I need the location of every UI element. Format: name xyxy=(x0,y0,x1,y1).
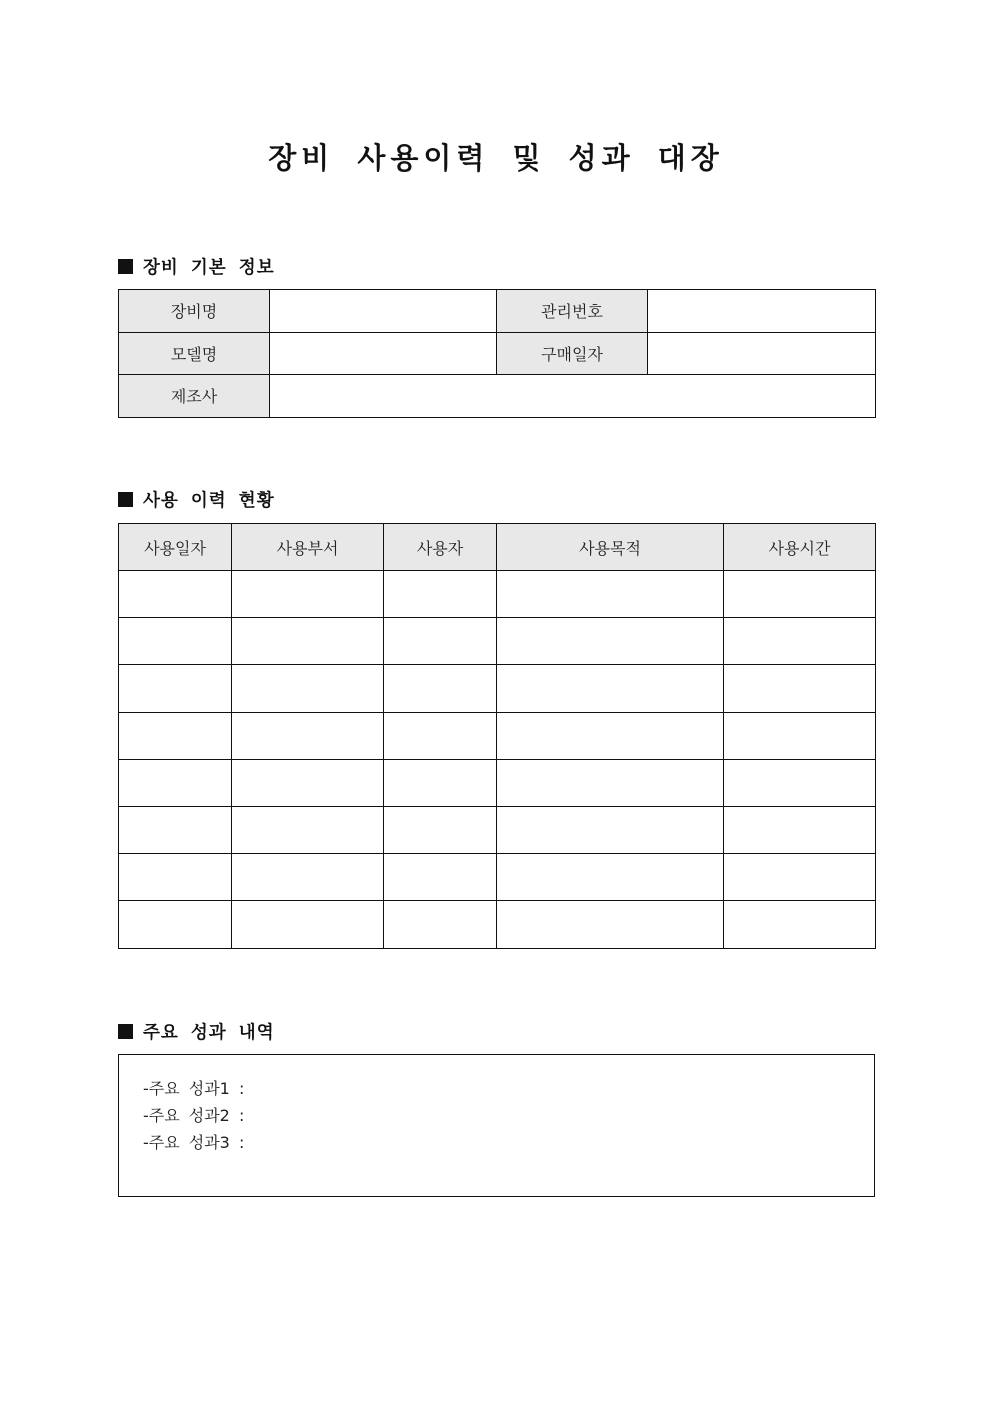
achievement-item-2: -주요 성과2 : xyxy=(143,1106,245,1125)
cell-purpose[interactable] xyxy=(497,901,724,948)
cell-usage-date[interactable] xyxy=(119,712,232,759)
cell-user[interactable] xyxy=(384,901,497,948)
section-heading-achievements xyxy=(118,1019,275,1044)
cell-usage-time[interactable] xyxy=(724,901,876,948)
section-heading-basic-info xyxy=(118,254,275,279)
cell-department[interactable] xyxy=(232,665,384,712)
table-row xyxy=(119,665,876,712)
manufacturer-field[interactable] xyxy=(270,375,876,418)
table-row xyxy=(119,806,876,853)
table-row xyxy=(119,332,876,375)
cell-user[interactable] xyxy=(384,854,497,901)
cell-user[interactable] xyxy=(384,806,497,853)
cell-purpose[interactable] xyxy=(497,806,724,853)
cell-usage-date[interactable] xyxy=(119,854,232,901)
cell-department[interactable] xyxy=(232,571,384,618)
cell-usage-date[interactable] xyxy=(119,759,232,806)
cell-usage-time[interactable] xyxy=(724,806,876,853)
achievement-item-3: -주요 성과3 : xyxy=(143,1133,245,1152)
cell-usage-date[interactable] xyxy=(119,618,232,665)
purchase-date-field[interactable] xyxy=(648,332,876,375)
table-row xyxy=(119,901,876,948)
cell-purpose[interactable] xyxy=(497,712,724,759)
column-header-purpose: 사용목적 xyxy=(497,524,724,571)
cell-user[interactable] xyxy=(384,618,497,665)
table-row xyxy=(119,571,876,618)
management-no-field[interactable] xyxy=(648,290,876,333)
column-header-department: 사용부서 xyxy=(232,524,384,571)
achievements-box[interactable] xyxy=(118,1054,875,1197)
column-header-user: 사용자 xyxy=(384,524,497,571)
cell-purpose[interactable] xyxy=(497,854,724,901)
table-row xyxy=(119,618,876,665)
manufacturer-label: 제조사 xyxy=(119,375,270,418)
cell-purpose[interactable] xyxy=(497,759,724,806)
management-no-label: 관리번호 xyxy=(497,290,648,333)
cell-user[interactable] xyxy=(384,759,497,806)
cell-usage-time[interactable] xyxy=(724,665,876,712)
cell-usage-date[interactable] xyxy=(119,571,232,618)
cell-usage-date[interactable] xyxy=(119,901,232,948)
achievement-item-1: -주요 성과1 : xyxy=(143,1079,245,1098)
cell-user[interactable] xyxy=(384,665,497,712)
equipment-name-field[interactable] xyxy=(270,290,497,333)
section-heading-label: 주요 성과 내역 xyxy=(143,1023,275,1043)
cell-usage-time[interactable] xyxy=(724,618,876,665)
cell-department[interactable] xyxy=(232,712,384,759)
cell-usage-time[interactable] xyxy=(724,854,876,901)
cell-usage-time[interactable] xyxy=(724,759,876,806)
square-bullet-icon xyxy=(118,259,133,274)
cell-usage-time[interactable] xyxy=(724,571,876,618)
cell-purpose[interactable] xyxy=(497,665,724,712)
cell-department[interactable] xyxy=(232,759,384,806)
basic-info-table xyxy=(118,289,876,418)
section-heading-usage-history xyxy=(118,487,275,512)
table-row xyxy=(119,712,876,759)
cell-user[interactable] xyxy=(384,571,497,618)
cell-usage-date[interactable] xyxy=(119,806,232,853)
model-name-label: 모델명 xyxy=(119,332,270,375)
section-heading-label: 장비 기본 정보 xyxy=(143,258,275,278)
equipment-name-label: 장비명 xyxy=(119,290,270,333)
square-bullet-icon xyxy=(118,492,133,507)
cell-purpose[interactable] xyxy=(497,571,724,618)
table-row xyxy=(119,290,876,333)
column-header-usage-time: 사용시간 xyxy=(724,524,876,571)
cell-purpose[interactable] xyxy=(497,618,724,665)
table-header-row xyxy=(119,524,876,571)
cell-usage-date[interactable] xyxy=(119,665,232,712)
section-heading-label: 사용 이력 현황 xyxy=(143,491,275,511)
cell-department[interactable] xyxy=(232,618,384,665)
purchase-date-label: 구매일자 xyxy=(497,332,648,375)
cell-department[interactable] xyxy=(232,806,384,853)
cell-department[interactable] xyxy=(232,901,384,948)
document-title: 장비 사용이력 및 성과 대장 xyxy=(268,141,724,175)
table-row xyxy=(119,854,876,901)
cell-usage-time[interactable] xyxy=(724,712,876,759)
model-name-field[interactable] xyxy=(270,332,497,375)
square-bullet-icon xyxy=(118,1024,133,1039)
table-row xyxy=(119,375,876,418)
cell-user[interactable] xyxy=(384,712,497,759)
column-header-usage-date: 사용일자 xyxy=(119,524,232,571)
cell-department[interactable] xyxy=(232,854,384,901)
table-row xyxy=(119,759,876,806)
usage-history-table xyxy=(118,523,876,949)
